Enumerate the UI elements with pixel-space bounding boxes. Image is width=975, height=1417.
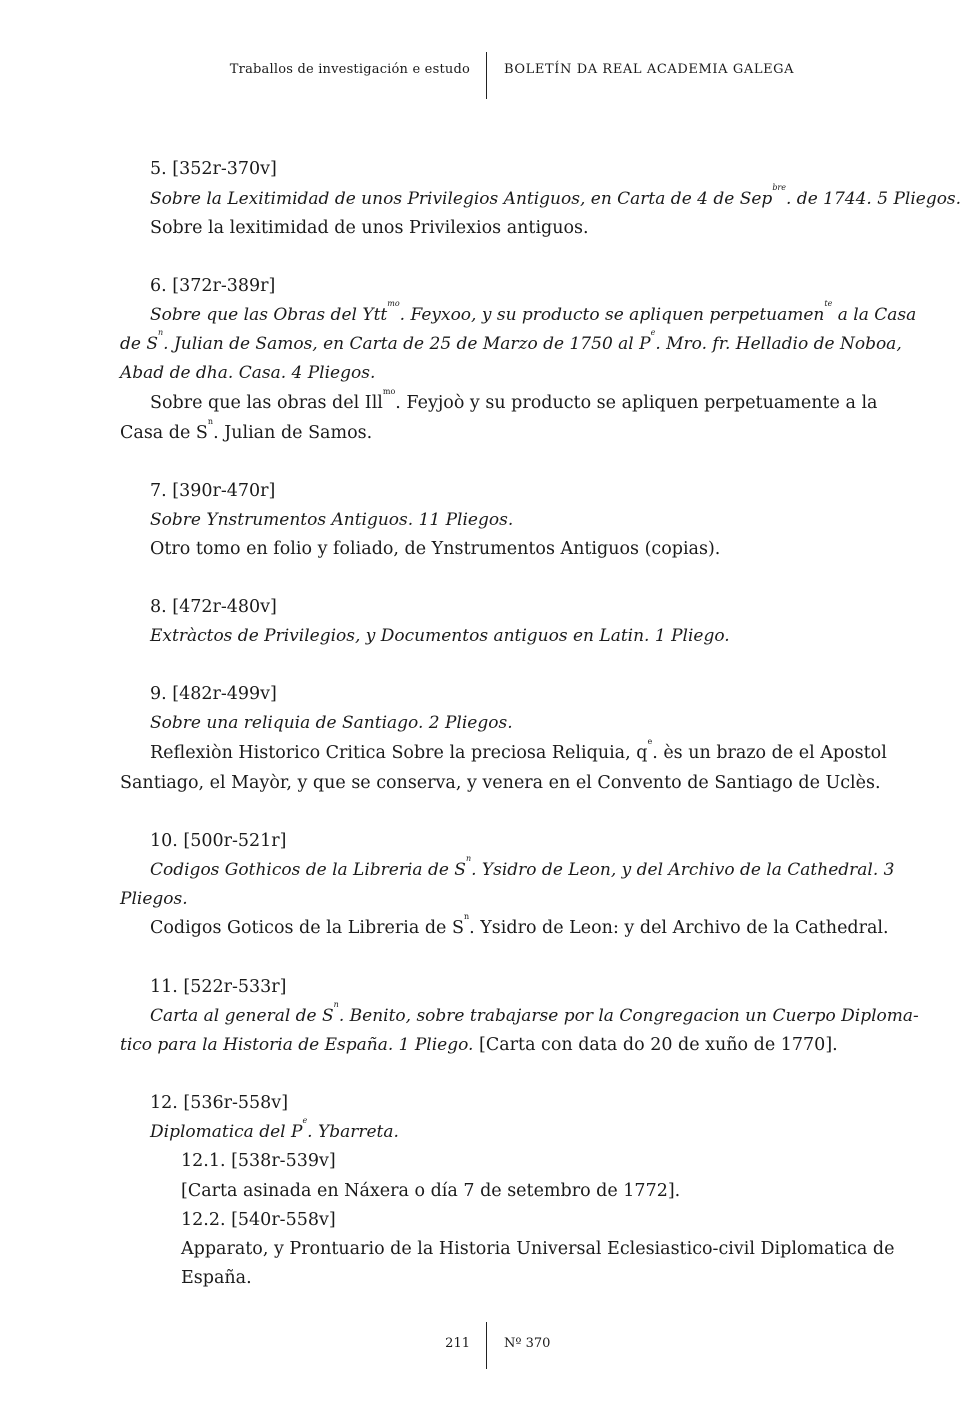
subentry-line: [Carta asinada en Náxera o día 7 de setembro de 1772]. <box>181 1181 681 1201</box>
entry-italic-line: Codigos Gothicos de la Libreria de $S^n$. Ysidro de Leon, y del Archivo de la Cathedral. 3 <box>150 854 895 880</box>
entry-italic-line: Carta al general de $S^n$. Benito, sobre trabajarse por la Congregacion un Cuerpo Diploma- <box>150 1000 919 1026</box>
entry-plain-line: Sobre que las obras del Ill$^{mo}$. Feyjoò y su producto se apliquen perpetuamente a la <box>150 387 878 413</box>
entry-heading: 8. [472r-480v] <box>150 597 277 617</box>
entry-heading: 10. [500r-521r] <box>150 831 287 851</box>
entry-italic-line: Abad de dha. Casa. 4 Pliegos. <box>120 363 376 383</box>
entry-plain-line: Codigos Goticos de la Libreria de $S^n$. Ysidro de Leon: y del Archivo de la Cathedral. <box>150 912 889 938</box>
header-divider <box>486 52 487 99</box>
subentry-heading: 12.2. [540r-558v] <box>181 1210 336 1230</box>
entry-italic-line: Pliegos. <box>120 889 188 909</box>
entry-plain-line: Santiago, el Mayòr, y que se conserva, y venera en el Convento de Santiago de Uclès. <box>120 773 881 793</box>
entry-heading: 12. [536r-558v] <box>150 1093 289 1113</box>
entry-italic-line: Sobre la Lexitimidad de unos Privilegios Antiguos, en Carta de 4 de Sep$^{bre}$. de 1744. 5 Pliegos. <box>150 183 962 209</box>
entry-italic-line: Extràctos de Privilegios, y Documentos antiguos en Latin. 1 Pliego. <box>150 626 730 646</box>
entry-heading: 9. [482r-499v] <box>150 684 277 704</box>
subentry-line: España. <box>181 1268 252 1288</box>
entry-heading: 5. [352r-370v] <box>150 159 277 179</box>
entry-heading: 11. [522r-533r] <box>150 977 287 997</box>
page-number: 211 <box>445 1336 470 1351</box>
entry-italic-line: tico para la Historia de España. 1 Pliego. [Carta con data do 20 de xuño de 1770]. <box>120 1035 838 1055</box>
subentry-line: Apparato, y Prontuario de la Historia Universal Eclesiastico-civil Diplomatica de <box>181 1239 895 1259</box>
entry-italic-line: de $S^n$. Julian de Samos, en Carta de 25 de Marzo de 1750 al $P^e$. Mro. fr. Helladio de Noboa, <box>120 328 902 354</box>
entry-plain-line: Sobre la lexitimidad de unos Privilexios antiguos. <box>150 218 589 238</box>
entry-italic-line: Diplomatica del $P^e$. Ybarreta. <box>150 1116 399 1142</box>
entry-plain-line: Casa de $S^n$. Julian de Samos. <box>120 417 373 443</box>
entry-plain-line: Reflexiòn Historico Critica Sobre la preciosa Reliquia, $q^e$. ès un brazo de el Apostol <box>150 737 887 763</box>
footer-divider <box>486 1322 487 1369</box>
subentry-heading: 12.1. [538r-539v] <box>181 1151 336 1171</box>
entry-heading: 7. [390r-470r] <box>150 481 276 501</box>
issue-number: Nº 370 <box>504 1336 551 1351</box>
entry-italic-line: Sobre una reliquia de Santiago. 2 Pliegos. <box>150 713 513 733</box>
entry-italic-line: Sobre que las Obras del Ytt$^{mo}$. Feyxoo, y su producto se apliquen perpetuamen$^{te}$ a la Casa <box>150 299 917 325</box>
header-journal-title: BOLETÍN DA REAL ACADEMIA GALEGA <box>504 62 795 77</box>
header-section-title: Traballos de investigación e estudo <box>229 62 470 77</box>
entry-heading: 6. [372r-389r] <box>150 276 276 296</box>
entry-plain-line: Otro tomo en folio y foliado, de Ynstrumentos Antiguos (copias). <box>150 539 721 559</box>
entry-italic-line: Sobre Ynstrumentos Antiguos. 11 Pliegos. <box>150 510 514 530</box>
